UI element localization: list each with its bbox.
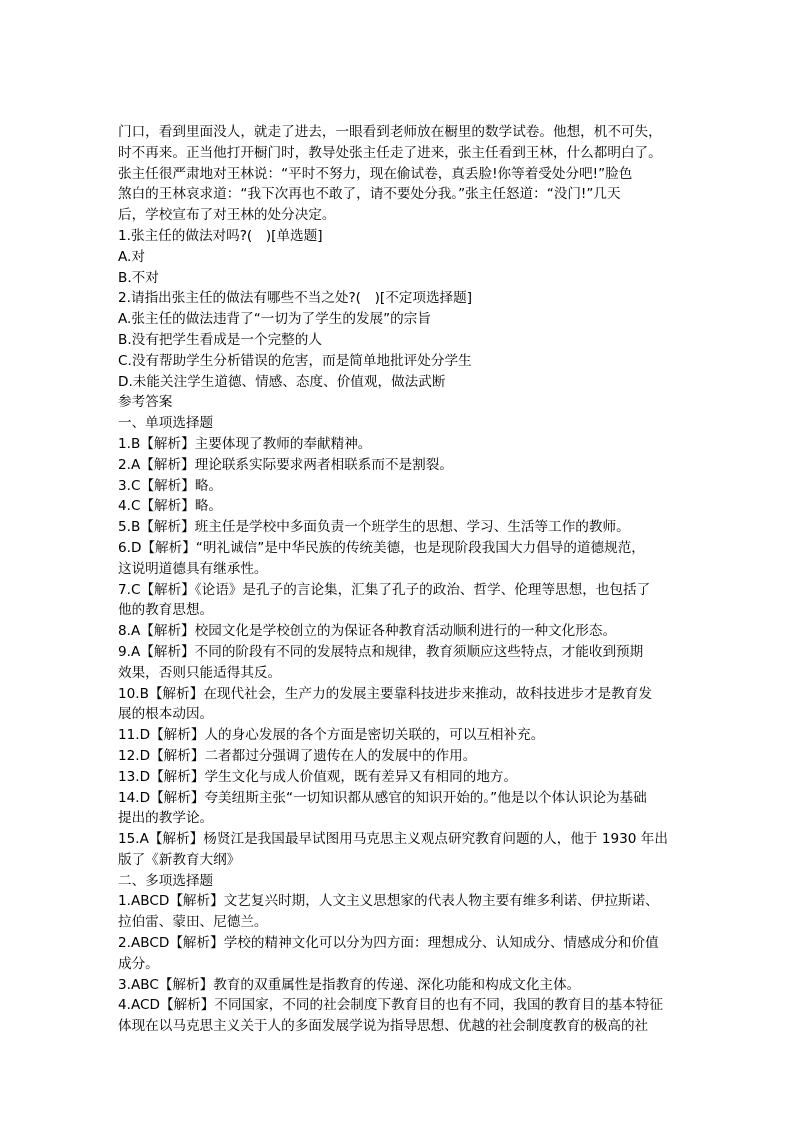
text-line: 参考答案 [118, 394, 173, 411]
paragraph [118, 725, 688, 746]
text-line: 1.张主任的做法对吗?( )[单选题] [118, 227, 323, 244]
text-line: 7.C【解析】《论语》是孔子的言论集，汇集了孔子的政治、哲学、伦理等思想，也包括了 [118, 581, 651, 598]
text-line: 提出的教学论。 [118, 810, 214, 827]
paragraph [118, 496, 688, 517]
text-line: A.张主任的做法违背了“一切为了学生的发展”的宗旨 [118, 311, 431, 328]
paragraph [118, 226, 688, 247]
paragraph [118, 330, 688, 351]
text-line: C.没有帮助学生分析错误的危害，而是简单地批评处分学生 [118, 352, 472, 369]
text-line: 1.B【解析】主要体现了教师的奉献精神。 [118, 435, 372, 452]
text-line: 14.D【解析】夸美纽斯主张“一切知识都从感官的知识开始的。”他是以个体认识论为基础 [118, 789, 647, 806]
paragraph [118, 538, 688, 580]
paragraph [118, 372, 688, 393]
paragraph [118, 933, 688, 975]
text-line: 4.ACD【解析】不同国家，不同的社会制度下教育目的也有不同，我国的教育目的基本特征 [118, 997, 663, 1014]
text-line: B.没有把学生看成是一个完整的人 [118, 331, 322, 348]
text-line: 煞白的王林哀求道：“我下次再也不敢了，请不要处分我。”张主任怒道：“没门!”几天 [118, 186, 621, 203]
text-line: 8.A【解析】校园文化是学校创立的为保证各种教育活动顺利进行的一种文化形态。 [118, 623, 617, 640]
text-line: 体现在以马克思主义关于人的多面发展学说为指导思想、优越的社会制度教育的极高的社 [118, 1018, 649, 1035]
text-line: A.对 [118, 248, 145, 265]
text-line: 门口，看到里面没人，就走了进去，一眼看到老师放在橱里的数学试卷。他想，机不可失， [118, 124, 662, 140]
text-line: 13.D【解析】学生文化与成人价值观，既有差异又有相同的地方。 [118, 768, 518, 785]
paragraph [118, 247, 688, 268]
paragraph [118, 288, 688, 309]
text-line: 10.B【解析】在现代社会，生产力的发展主要靠科技进步来推动，故科技进步才是教育发 [118, 685, 652, 702]
text-line: 版了《新教育大纲》 [118, 851, 241, 868]
text-line: 15.A【解析】杨贤江是我国最早试图用马克思主义观点研究教育问题的人，他于 1930 年出 [118, 831, 668, 848]
paragraph [118, 580, 688, 622]
paragraph [118, 788, 688, 830]
text-line: 3.ABC【解析】教育的双重属性是指教育的传递、深化功能和构成文化主体。 [118, 976, 581, 993]
paragraph [118, 122, 688, 226]
text-line: 二、多项选择题 [118, 872, 214, 889]
paragraph [118, 268, 688, 289]
paragraph [118, 455, 688, 476]
paragraph [118, 829, 688, 871]
paragraph [118, 517, 688, 538]
text-line: 拉伯雷、蒙田、尼德兰。 [118, 914, 268, 931]
paragraph [118, 621, 688, 642]
text-line: 5.B【解析】班主任是学校中多面负责一个班学生的思想、学习、生活等工作的教师。 [118, 519, 630, 536]
paragraph [118, 746, 688, 767]
text-line: 后，学校宣布了对王林的处分决定。 [118, 207, 336, 224]
text-line: 9.A【解析】不同的阶段有不同的发展特点和规律，教育须顺应这些特点，才能收到预期 [118, 643, 644, 660]
text-line: 4.C【解析】略。 [118, 498, 223, 515]
text-line: 3.C【解析】略。 [118, 477, 223, 494]
text-line: D.未能关注学生道德、情感、态度、价值观，做法武断 [118, 373, 446, 390]
paragraph [118, 995, 688, 1037]
text-line: 2.请指出张主任的做法有哪些不当之处?( )[不定项选择题] [118, 290, 473, 307]
text-line: 他的教育思想。 [118, 602, 214, 619]
text-line: 时不再来。正当他打开橱门时，教导处张主任走了进来，张主任看到王林，什么都明白了。 [118, 144, 662, 161]
text-line: 这说明道德具有继承性。 [118, 560, 268, 577]
text-line: 一、单项选择题 [118, 415, 214, 432]
text-line: 成分。 [118, 955, 159, 972]
paragraph [118, 392, 688, 413]
text-line: 展的根本动因。 [118, 706, 214, 723]
paragraph [118, 642, 688, 684]
text-line: 11.D【解析】人的身心发展的各个方面是密切关联的，可以互相补充。 [118, 727, 545, 744]
text-line: 1.ABCD【解析】文艺复兴时期，人文主义思想家的代表人物主要有维多利诺、伊拉斯诺、 [118, 893, 659, 910]
text-line: 2.ABCD【解析】学校的精神文化可以分为四方面：理想成分、认知成分、情感成分和价值 [118, 935, 659, 952]
text-line: 张主任很严肃地对王林说：“平时不努力，现在偷试卷，真丢脸!你等着受处分吧!”脸色 [118, 165, 633, 182]
text-line: 2.A【解析】理论联系实际要求两者相联系而不是割裂。 [118, 456, 453, 473]
text-line: 12.D【解析】二者都过分强调了遗传在人的发展中的作用。 [118, 747, 477, 764]
text-line: 6.D【解析】“明礼诚信”是中华民族的传统美德，也是现阶段我国大力倡导的道德规范， [118, 539, 645, 556]
paragraph [118, 975, 688, 996]
paragraph [118, 434, 688, 455]
paragraph [118, 351, 688, 372]
document-body [118, 122, 688, 1037]
paragraph [118, 891, 688, 933]
text-line: B.不对 [118, 269, 159, 286]
paragraph [118, 767, 688, 788]
text-line: 效果，否则只能适得其反。 [118, 664, 282, 681]
paragraph [118, 684, 688, 726]
paragraph [118, 871, 688, 892]
paragraph [118, 476, 688, 497]
paragraph [118, 413, 688, 434]
paragraph [118, 309, 688, 330]
